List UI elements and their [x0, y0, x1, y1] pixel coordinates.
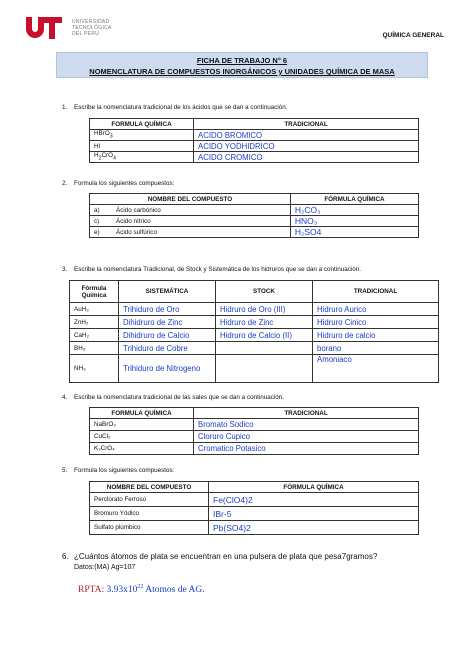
answer-cell[interactable]: ACIDO CROMICO [194, 152, 419, 163]
formula-cell: K₂CrO₄ [90, 443, 194, 455]
salts-table [89, 407, 419, 455]
column-header: NOMBRE DEL COMPUESTO [90, 194, 291, 205]
formula-cell: NH₃ [70, 355, 119, 383]
table-row [90, 130, 419, 141]
acids-formula-table [89, 193, 419, 238]
logo-line: DEL PERÚ [72, 31, 100, 37]
answer-cell[interactable]: Bromato Sodico [194, 419, 419, 431]
formula-cell: BH₃ [70, 342, 119, 355]
question-text: Formula los siguientes compuestos: [74, 180, 175, 187]
title-line-1: FICHA DE TRABAJO N° 6 [196, 56, 288, 65]
question-number: 2. [62, 180, 68, 187]
answer-cell[interactable]: ACIDO BROMICO [194, 130, 419, 141]
question-3 [62, 266, 361, 273]
course-name: QUÍMICA GENERAL [382, 32, 444, 39]
compound-name: Perclorato Ferroso [90, 493, 209, 507]
question-text: Escribe la nomenclatura tradicional de las sales que se dan a continuación. [74, 394, 285, 401]
column-header: NOMBRE DEL COMPUESTO [90, 482, 209, 493]
answer-cell[interactable]: H₂CO₃ [290, 205, 418, 216]
table-row [70, 303, 439, 316]
column-header: TRADICIONAL [194, 119, 419, 130]
answer-cell[interactable]: Hidruro de Oro (III) [216, 303, 313, 316]
answer-cell[interactable] [216, 342, 313, 355]
answer-cell[interactable] [216, 355, 313, 383]
question-text: Escribe la nomenclatura Tradicional, de Stock y Sistemática de los hidruros que se dan a continuación. [74, 266, 362, 273]
column-header: SISTEMÁTICA [119, 281, 216, 303]
answer-cell[interactable]: Cromatico Potasico [194, 443, 419, 455]
compound-name: Ácido carbónico [112, 205, 290, 216]
table-row [90, 507, 419, 521]
item-letter: c) [90, 216, 113, 227]
compound-name: Bromuro Yódico [90, 507, 209, 521]
table-row [90, 443, 419, 455]
utp-logo [24, 14, 112, 42]
salts-formula-table [89, 481, 419, 535]
answer-value: $3.93x10^{22}$ Atomos de AG. [106, 584, 205, 596]
answer-cell[interactable]: Trihiduro de Nitrogeno [119, 355, 216, 383]
table-row [90, 431, 419, 443]
formula-cell: HI [90, 141, 194, 152]
column-header: Fórmula Química [70, 281, 119, 303]
formula-cell: $H_2CrO_4$ [90, 152, 194, 163]
answer-cell[interactable]: Amoniaco [313, 355, 439, 383]
answer-label: RPTA: [78, 585, 105, 596]
answer-cell[interactable]: Hidruro de calcio [313, 329, 439, 342]
answer-cell[interactable]: Pb(SO4)2 [209, 521, 419, 535]
column-header: TRADICIONAL [313, 281, 439, 303]
answer-line[interactable] [78, 584, 205, 595]
column-header: TRADICIONAL [194, 408, 419, 419]
formula-cell: AuH₃ [70, 303, 119, 316]
answer-cell[interactable]: IBr-5 [209, 507, 419, 521]
table-row [90, 216, 419, 227]
answer-cell[interactable]: Dihidruro de Calcio [119, 329, 216, 342]
formula-cell: CuCl₂ [90, 431, 194, 443]
logo-line: UNIVERSIDAD [72, 19, 110, 25]
question-text: ¿Cuántos átomos de plata se encuentran en una pulsera de plata que pesa7gramos? [74, 552, 378, 561]
table-row [70, 329, 439, 342]
table-row [90, 141, 419, 152]
table-row [90, 227, 419, 238]
answer-cell[interactable]: Hidruro Cinico [313, 316, 439, 329]
logo-text [72, 19, 112, 37]
column-header: FORMULA QUÍMICA [90, 408, 194, 419]
question-2 [62, 180, 174, 187]
title-line-2: NOMENCLATURA DE COMPUESTOS INORGÁNICOS y UNIDADES QUÍMICA DE MASA [89, 67, 395, 76]
answer-cell[interactable]: borano [313, 342, 439, 355]
item-letter: a) [90, 205, 113, 216]
table-row [90, 493, 419, 507]
answer-cell[interactable]: Trihiduro de Oro [119, 303, 216, 316]
answer-cell[interactable]: ACIDO YODHIDRICO [194, 141, 419, 152]
utp-logo-icon [24, 14, 64, 42]
question-number: 5. [62, 467, 68, 474]
given-data: Datos:(MA) Ag=107 [74, 564, 136, 571]
title-box [56, 52, 428, 78]
compound-name: Ácido sulfúrico [112, 227, 290, 238]
answer-cell[interactable]: HNO₃ [290, 216, 418, 227]
answer-cell[interactable]: Trihiduro de Cobre [119, 342, 216, 355]
question-6 [62, 552, 377, 561]
question-1 [62, 104, 288, 111]
table-row [90, 521, 419, 535]
column-header: FÓRMULA QUÍMICA [290, 194, 418, 205]
answer-cell[interactable]: Hidruro de Zinc [216, 316, 313, 329]
compound-name: Ácido nítrico [112, 216, 290, 227]
answer-cell[interactable]: Hidruro Aurico [313, 303, 439, 316]
table-row [90, 152, 419, 163]
question-text: Escribe la nomenclatura tradicional de los ácidos que se dan a continuación. [74, 104, 288, 111]
question-4 [62, 394, 284, 401]
answer-cell[interactable]: H₂SO4 [290, 227, 418, 238]
hydrides-table [69, 280, 439, 383]
question-number: 1. [62, 104, 68, 111]
table-row [70, 355, 439, 383]
question-number: 4. [62, 394, 68, 401]
table-row [70, 342, 439, 355]
table-row [70, 316, 439, 329]
item-letter: e) [90, 227, 113, 238]
table-row [90, 205, 419, 216]
question-number: 3. [62, 266, 68, 273]
formula-cell: NaBrO₃ [90, 419, 194, 431]
answer-cell[interactable]: Cloruro Cupico [194, 431, 419, 443]
question-number: 6. [62, 552, 69, 561]
column-header: FÓRMULA QUÍMICA [209, 482, 419, 493]
logo-line: TECNOLÓGICA [72, 25, 112, 31]
compound-name: Sulfato plúmbico [90, 521, 209, 535]
answer-cell[interactable]: Dihidruro de Zinc [119, 316, 216, 329]
formula-cell: CaH₂ [70, 329, 119, 342]
answer-cell[interactable]: Fe(ClO4)2 [209, 493, 419, 507]
formula-cell: ZnH₂ [70, 316, 119, 329]
column-header: FORMULA QUÍMICA [90, 119, 194, 130]
formula-cell: HBrO$_3$ [90, 130, 194, 141]
question-text: Formula los siguientes compuestos: [74, 467, 175, 474]
table-row [90, 419, 419, 431]
acids-table [89, 118, 419, 163]
answer-cell[interactable]: Hidruro de Calcio (II) [216, 329, 313, 342]
question-5 [62, 467, 174, 474]
column-header: STOCK [216, 281, 313, 303]
